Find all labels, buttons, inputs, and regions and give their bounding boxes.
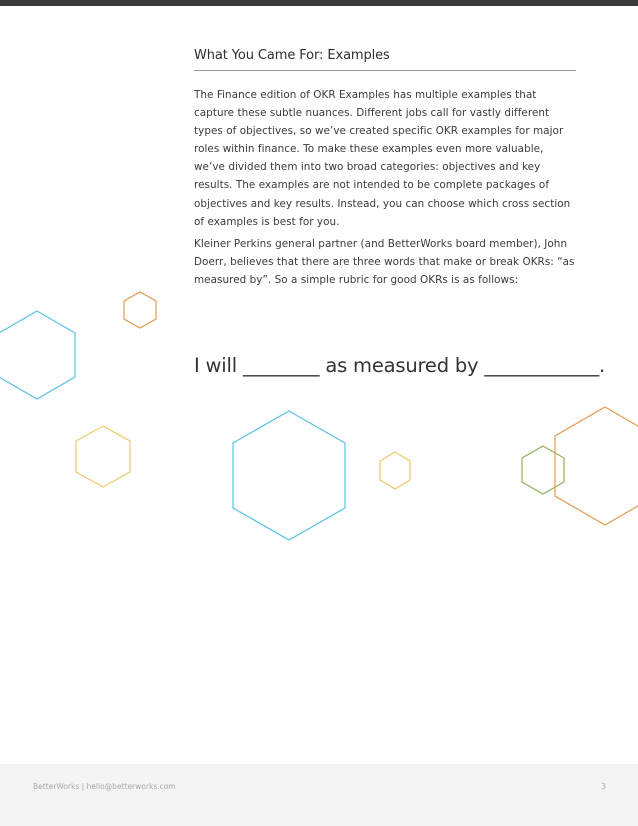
paragraph-intro: The Finance edition of OKR Examples has multiple examples that capture these subtle nuances. Different jobs call for vastly different types of objectives, so we’ve created specific OKR examples for major roles within finance. To make these examples even more valuable, we’ve divided them into two broad categories: objectives and key results. The examples are not intended to be complete packages of objectives and key results. Instead, you can choose which cross section of examples is best for you. xyxy=(194,89,571,228)
page-number: 3 xyxy=(601,782,606,791)
footer-brand: BetterWorks xyxy=(33,782,80,791)
okr-rubric: I will ________ as measured by ____________. xyxy=(194,354,605,377)
hexagon-orange-large xyxy=(555,407,638,525)
hexagon-blue-center xyxy=(233,411,345,540)
footer-brand-contact xyxy=(33,782,176,791)
footer-email: hello@betterworks.com xyxy=(86,782,176,791)
hexagon-yellow-left xyxy=(76,426,130,487)
hexagon-orange-small xyxy=(124,292,156,328)
paragraph-doerr-quote: Kleiner Perkins general partner (and BetterWorks board member), John Doerr, believes that there are three words that make or break OKRs: “as measured by”. So a simple rubric for good OKRs is as follows: xyxy=(194,238,575,287)
page-footer xyxy=(0,764,638,826)
title-divider xyxy=(194,70,576,71)
section-title: What You Came For: Examples xyxy=(194,48,390,63)
hexagon-yellow-small xyxy=(380,452,410,489)
hexagon-blue-left xyxy=(0,311,75,399)
footer-separator: | xyxy=(81,782,85,791)
hexagon-green xyxy=(522,446,564,494)
